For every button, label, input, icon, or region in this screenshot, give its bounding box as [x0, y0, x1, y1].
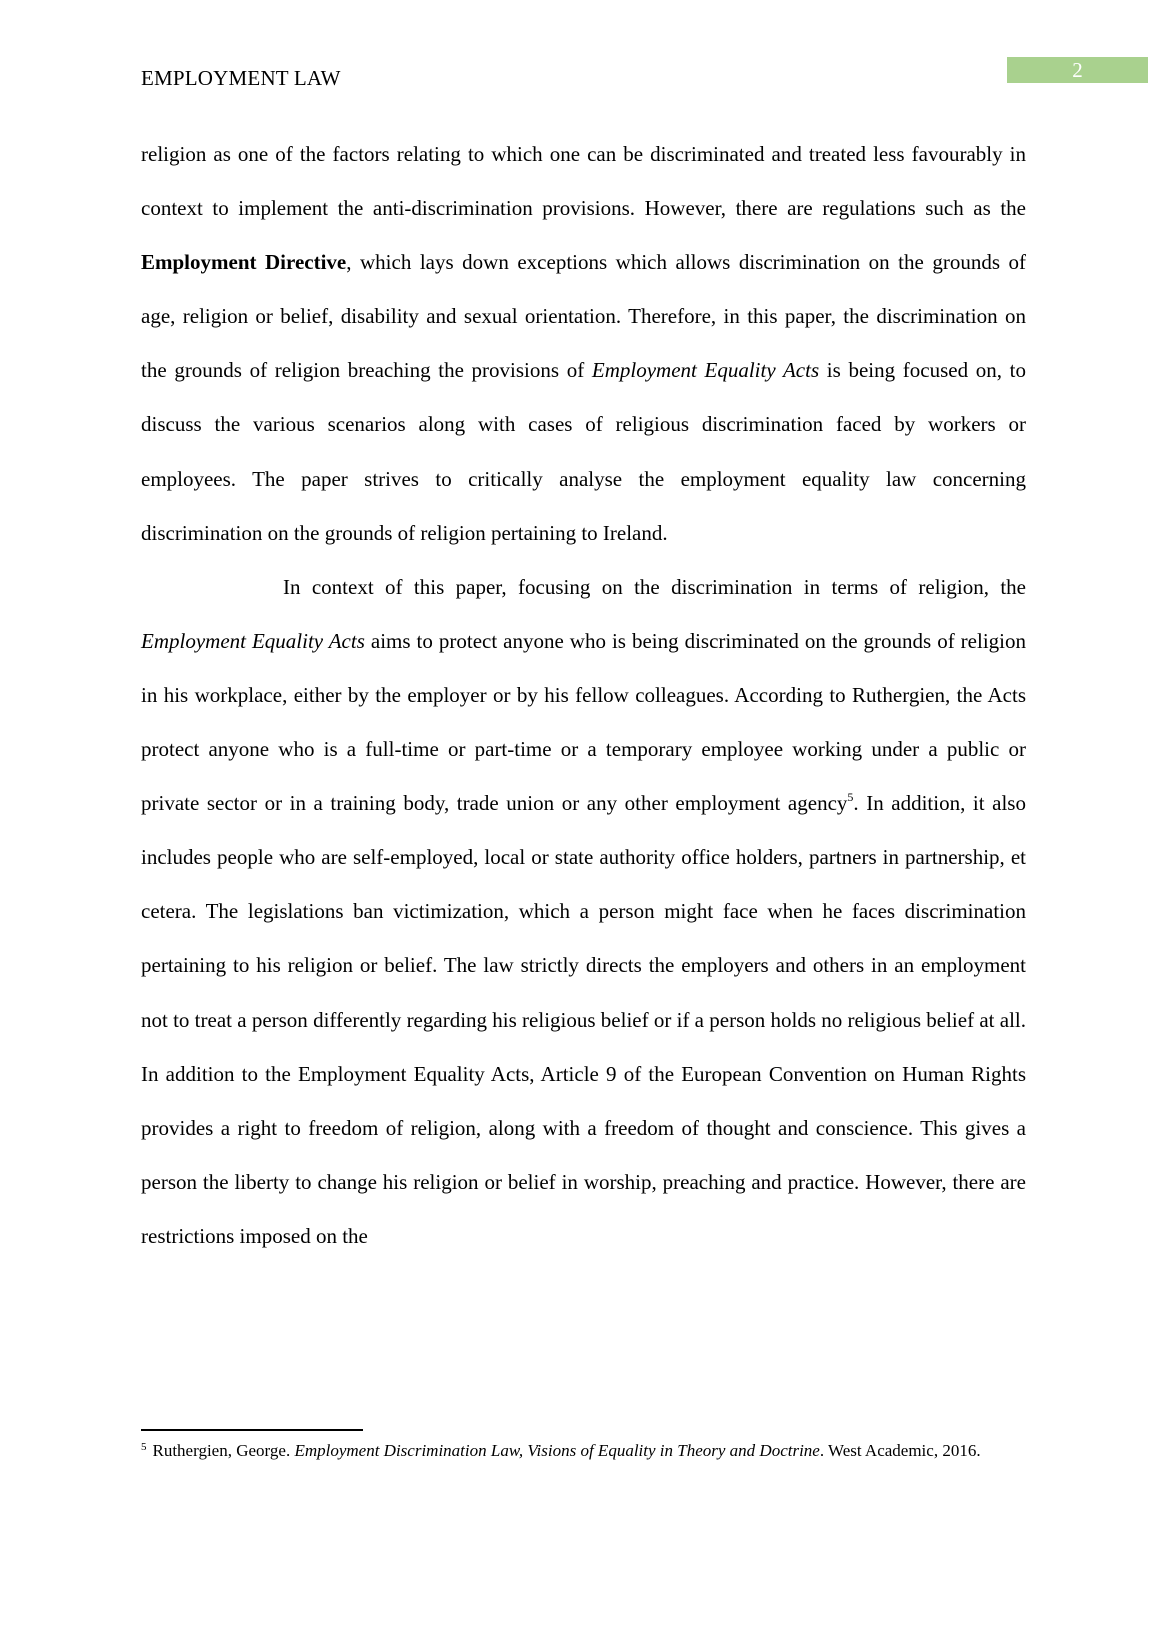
running-head: EMPLOYMENT LAW — [141, 66, 341, 90]
p1-text-3: is being focused on, to discuss the various scenarios along with cases of religious discrimination faced by workers or employees. The paper strives to critically analyse the employment equality law concerning discrimination on the grounds of religion pertaining to Ireland. — [141, 358, 1026, 545]
p2-text-1: In context of this paper, focusing on the discrimination in terms of religion, the — [283, 574, 1026, 599]
paragraph-2 — [141, 560, 1026, 1263]
employment-directive-term: Employment Directive — [141, 250, 347, 275]
footnote — [141, 1439, 1026, 1462]
footnote-author: Ruthergien, George. — [152, 1441, 295, 1460]
p2-text-2: aims to protect anyone who is being discriminated on the grounds of religion in his workplace, either by the employer or by his fellow colleagues. According to Ruthergien, the Acts protect anyone who is a full-time or part-time or a temporary employee working under a public or private sector or in a training body, trade union or any other employment agency — [141, 628, 1026, 816]
footnote-publisher: . West Academic, 2016. — [819, 1441, 981, 1460]
page-number: 2 — [1007, 57, 1148, 83]
footnote-reference[interactable]: 5 — [847, 790, 854, 805]
paragraph-1 — [141, 127, 1026, 560]
p2-text-3: . In addition, it also includes people who are self-employed, local or state authority office holders, partners in partnership, et cetera. The legislations ban victimization, which a person might face when he faces discrimination pertaining to his religion or belief. The law strictly directs the employers and others in an employment not to treat a person differently regarding his religious belief or if a person holds no religious belief at all. In addition to the Employment Equality Acts, Article 9 of the European Convention on Human Rights provides a right to freedom of religion, along with a freedom of thought and conscience. This gives a person the liberty to change his religion or belief in worship, preaching and practice. However, there are restrictions imposed on the — [141, 791, 1026, 1248]
footnote-title: Employment Discrimination Law, Visions of Equality in Theory and Doctrine — [294, 1441, 820, 1460]
p1-text-2: , which lays down exceptions which allows discrimination on the grounds of age, religion or belief, disability and sexual orientation. Therefore, in this paper, the discrimination on the grounds of religion breaching the provisions of — [141, 250, 1026, 383]
body-text — [141, 127, 1026, 1263]
p1-text-1: religion as one of the factors relating to which one can be discriminated and treated less favourably in context to implement the anti-discrimination provisions. However, there are regulations such as the — [141, 142, 1026, 221]
employment-equality-acts-term: Employment Equality Acts — [141, 628, 365, 653]
footnote-separator — [141, 1429, 363, 1431]
employment-equality-acts-term: Employment Equality Acts — [591, 358, 820, 383]
footnote-number: 5 — [141, 1441, 147, 1453]
